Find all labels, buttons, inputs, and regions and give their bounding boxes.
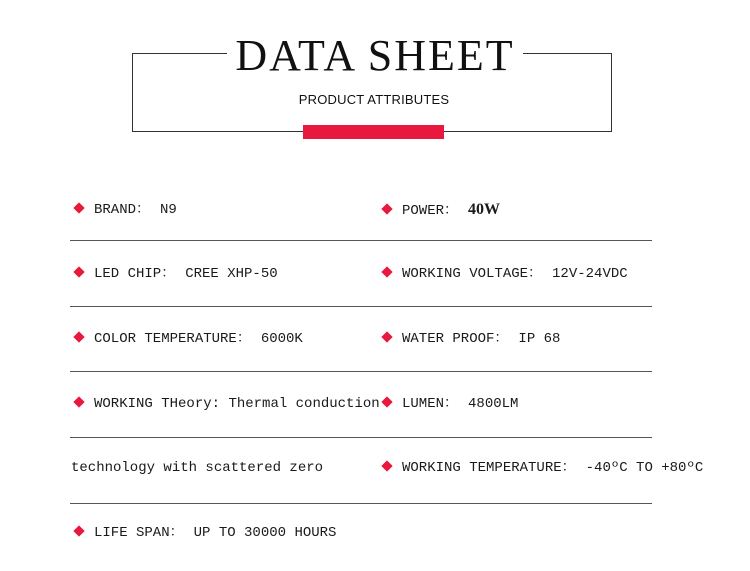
red-diamond-icon	[73, 526, 84, 537]
row-divider	[70, 437, 652, 438]
attribute-value: UP TO 30000 HOURS	[193, 525, 337, 541]
attribute-value: Thermal conduction	[228, 396, 380, 412]
red-diamond-icon	[381, 267, 392, 278]
attribute-label: POWER：	[402, 203, 459, 219]
row-divider	[70, 371, 652, 372]
row-divider	[70, 240, 652, 241]
attribute-label: WORKING THeory:	[94, 396, 221, 412]
attribute-working-theory	[70, 394, 380, 414]
red-diamond-icon	[381, 204, 392, 215]
attribute-working-voltage	[378, 264, 628, 284]
attribute-value: CREE XHP-50	[185, 266, 278, 282]
row-divider	[70, 503, 652, 504]
attribute-label: COLOR TEMPERATURE：	[94, 331, 251, 347]
red-diamond-icon	[381, 461, 392, 472]
row-divider	[70, 306, 652, 307]
attribute-label: WORKING TEMPERATURE：	[402, 460, 576, 476]
attribute-value: 6000K	[260, 331, 303, 347]
attribute-lumen	[378, 394, 518, 414]
attribute-working-temperature	[378, 458, 703, 478]
attribute-brand	[70, 200, 177, 220]
red-diamond-icon	[73, 332, 84, 343]
page-title: DATA SHEET	[0, 32, 750, 80]
attribute-label: LUMEN：	[402, 396, 459, 412]
page-subtitle: PRODUCT ATTRIBUTES	[298, 92, 450, 107]
red-diamond-icon	[381, 397, 392, 408]
attribute-value: 12V-24VDC	[552, 266, 628, 282]
attribute-value: 40W	[468, 201, 501, 218]
attribute-working-theory-continued: technology with scattered zero	[71, 460, 324, 476]
attribute-water-proof	[378, 329, 560, 349]
accent-bar	[303, 125, 444, 139]
attribute-label: BRAND：	[94, 202, 151, 218]
attribute-value: 4800LM	[468, 396, 519, 412]
attribute-power	[378, 200, 500, 220]
attribute-color-temperature	[70, 329, 303, 349]
attribute-value: IP 68	[518, 331, 561, 347]
red-diamond-icon	[381, 332, 392, 343]
attribute-value: -40ºC TO +80ºC	[585, 460, 704, 476]
attribute-life-span	[70, 523, 336, 543]
red-diamond-icon	[73, 203, 84, 214]
attribute-label: LED CHIP：	[94, 266, 176, 282]
attribute-led-chip	[70, 264, 278, 284]
attribute-label: WORKING VOLTAGE：	[402, 266, 543, 282]
red-diamond-icon	[73, 397, 84, 408]
attribute-value: N9	[160, 202, 177, 218]
attribute-label: LIFE SPAN：	[94, 525, 184, 541]
red-diamond-icon	[73, 267, 84, 278]
attribute-label: WATER PROOF：	[402, 331, 509, 347]
